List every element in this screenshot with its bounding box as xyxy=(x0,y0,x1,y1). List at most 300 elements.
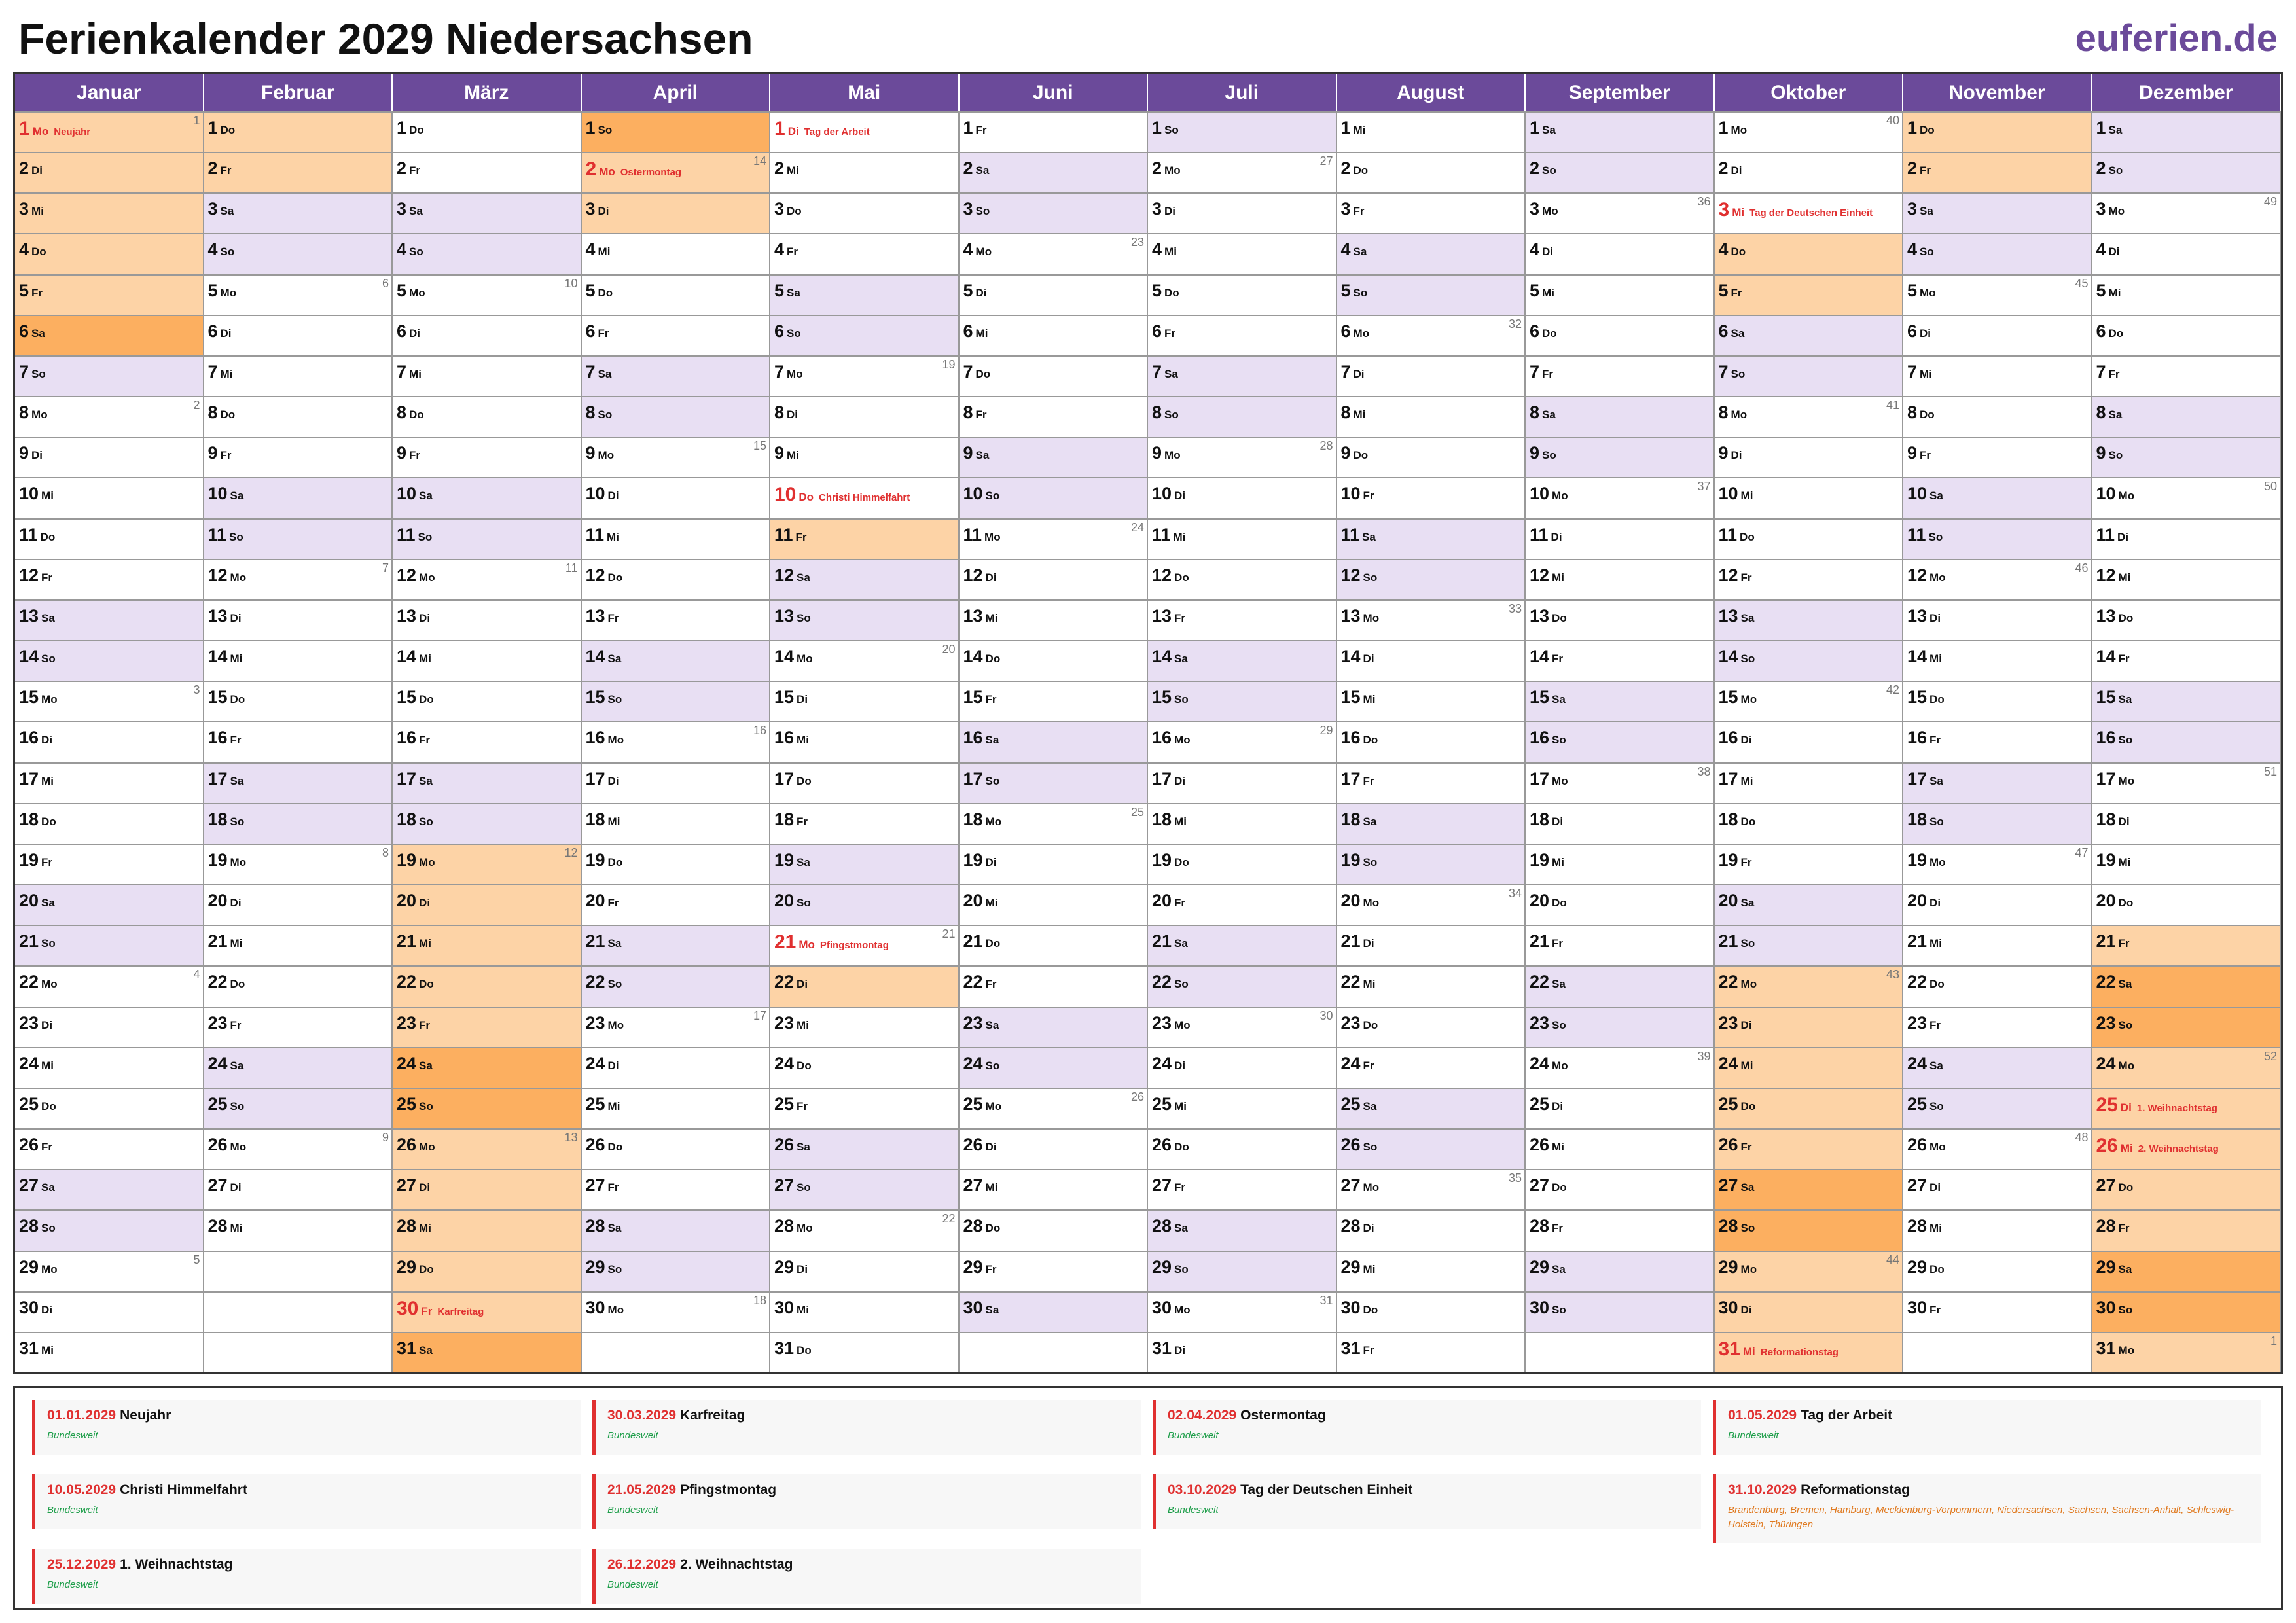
day-number: 23 Mo xyxy=(1152,1012,1191,1033)
day-number: 5 So xyxy=(1340,280,1368,300)
weekday-label: So xyxy=(797,897,811,910)
day-number: 8 So xyxy=(1152,402,1179,423)
day-number: 15 Di xyxy=(774,687,808,707)
legend-date: 26.12.2029 xyxy=(607,1557,677,1572)
day-cell xyxy=(1526,233,1715,274)
day-cell xyxy=(393,599,582,641)
day-number: 13 Sa xyxy=(1718,605,1755,626)
day-number: 21 So xyxy=(1718,931,1755,952)
day-number: 26 Do xyxy=(1152,1135,1189,1155)
day-cell xyxy=(1526,1251,1715,1292)
day-number: 1 Do xyxy=(207,118,236,137)
weekday-label: Di xyxy=(1929,1181,1941,1194)
day-cell xyxy=(582,518,771,560)
weekday-label: Mo xyxy=(41,693,58,706)
day-number: 2 Mo xyxy=(1152,158,1181,179)
weekday-label: Mo xyxy=(41,1262,58,1275)
day-cell xyxy=(770,396,960,437)
weekday-label: Do xyxy=(787,205,802,218)
weekday-label: Mo xyxy=(1731,408,1748,421)
day-number: 16 Sa xyxy=(963,728,999,748)
day-number: 6 Di xyxy=(397,321,421,341)
day-cell xyxy=(960,1169,1149,1210)
day-cell xyxy=(204,844,393,885)
weekday-label: Fr xyxy=(1552,1222,1564,1235)
day-cell xyxy=(582,1251,771,1292)
weekday-label: So xyxy=(1542,164,1556,177)
day-number: 25 Mi xyxy=(1152,1094,1187,1114)
weekday-label: Do xyxy=(1552,1181,1567,1194)
day-cell xyxy=(1526,925,1715,966)
day-number: 26 Mi xyxy=(1530,1135,1564,1155)
day-cell xyxy=(1715,762,1904,804)
weekday-label: So xyxy=(1363,855,1378,868)
weekday-label: So xyxy=(607,1262,622,1275)
weekday-label: Sa xyxy=(1542,408,1556,421)
day-number: 24 Do xyxy=(774,1053,812,1073)
weekday-label: Sa xyxy=(409,205,423,218)
day-cell xyxy=(15,396,204,437)
weekday-label: Mo xyxy=(2118,490,2135,503)
legend-item xyxy=(592,1400,1141,1455)
day-number: 15 Mi xyxy=(1340,687,1376,707)
day-cell xyxy=(770,111,960,152)
day-number: 18 Di xyxy=(1530,809,1564,829)
day-number: 28 Mi xyxy=(1907,1216,1942,1236)
day-number: 4 So xyxy=(1907,240,1934,260)
weekday-label: Mo xyxy=(599,166,615,179)
week-number: 23 xyxy=(1130,236,1144,249)
day-cell xyxy=(2092,1007,2282,1048)
day-cell xyxy=(960,925,1149,966)
day-cell xyxy=(204,111,393,152)
legend-region: Bundesweit xyxy=(1728,1430,1779,1441)
legend-region: Bundesweit xyxy=(1168,1505,1219,1516)
day-number: 9 So xyxy=(1530,443,1556,463)
weekday-label: Mi xyxy=(41,490,54,503)
weekday-label: Do xyxy=(419,978,434,991)
day-number: 26 Mo xyxy=(397,1135,435,1155)
weekday-label: Sa xyxy=(607,652,622,666)
day-number: 24 Mi xyxy=(1718,1053,1753,1073)
day-number: 19 Mi xyxy=(2096,849,2131,870)
weekday-label: So xyxy=(1740,937,1755,950)
day-number: 8 Mi xyxy=(1340,402,1366,423)
day-cell xyxy=(960,437,1149,478)
day-cell xyxy=(1526,803,1715,844)
day-number: 4 Di xyxy=(2096,240,2120,260)
day-cell xyxy=(2092,599,2282,641)
day-cell xyxy=(15,1291,204,1332)
day-number: 12 Di xyxy=(963,565,997,585)
day-number: 21 Sa xyxy=(585,931,622,952)
weekday-label: Mo xyxy=(797,652,813,666)
weekday-label: Mo xyxy=(419,855,435,868)
weekday-label: Mi xyxy=(1732,206,1745,219)
day-number: 25 So xyxy=(397,1094,433,1114)
day-cell xyxy=(1337,965,1526,1007)
week-number: 42 xyxy=(1886,683,1899,697)
weekday-label: Fr xyxy=(419,734,431,747)
weekday-label: So xyxy=(230,815,245,828)
day-number: 16 Mi xyxy=(774,728,809,748)
weekday-label: So xyxy=(1920,245,1934,259)
weekday-label: Fr xyxy=(1920,164,1931,177)
day-number: 7 So xyxy=(1718,361,1746,382)
weekday-label: Di xyxy=(607,490,619,503)
day-cell xyxy=(770,1251,960,1292)
day-number: 17 Mi xyxy=(1718,768,1753,789)
weekday-label: So xyxy=(31,367,46,380)
day-number: 22 Sa xyxy=(2096,972,2132,992)
day-cell xyxy=(960,274,1149,315)
weekday-label: Do xyxy=(31,245,46,259)
weekday-label: Do xyxy=(1740,1099,1756,1113)
weekday-label: Di xyxy=(1731,164,1742,177)
day-number: 15 Fr xyxy=(963,687,997,707)
day-number: 30 Sa xyxy=(963,1297,999,1317)
day-cell xyxy=(15,315,204,356)
day-number: 25 Mi xyxy=(585,1094,620,1114)
day-number: 17 So xyxy=(963,768,1000,789)
day-cell xyxy=(1526,1209,1715,1251)
day-cell xyxy=(393,315,582,356)
day-number: 20 Mi xyxy=(963,891,998,911)
day-cell xyxy=(1337,152,1526,193)
day-cell xyxy=(770,559,960,600)
day-cell xyxy=(1337,1169,1526,1210)
day-number: 6 Fr xyxy=(585,321,609,341)
weekday-label: Sa xyxy=(1929,1059,1943,1072)
day-cell xyxy=(393,437,582,478)
weekday-label: Mi xyxy=(598,245,611,259)
weekday-label: Fr xyxy=(421,1304,433,1317)
day-cell xyxy=(393,1332,582,1373)
weekday-label: Mi xyxy=(230,937,243,950)
day-number: 19 Do xyxy=(1152,849,1189,870)
day-cell xyxy=(770,640,960,681)
day-cell xyxy=(1337,1047,1526,1088)
weekday-label: Fr xyxy=(1174,897,1186,910)
day-number: 29 Mi xyxy=(1340,1257,1376,1277)
day-cell xyxy=(204,925,393,966)
weekday-label: So xyxy=(1552,1303,1566,1316)
weekday-label: Sa xyxy=(1363,1099,1377,1113)
day-number: 24 Di xyxy=(585,1053,619,1073)
day-number: 8 Do xyxy=(1907,402,1935,423)
day-cell xyxy=(1148,396,1337,437)
day-cell xyxy=(1148,1128,1337,1169)
day-number: 22 Mi xyxy=(1340,972,1376,992)
legend-title xyxy=(1168,1408,1689,1423)
weekday-label: Mi xyxy=(797,1018,809,1031)
day-cell xyxy=(582,1291,771,1332)
weekday-label: So xyxy=(607,978,622,991)
day-cell xyxy=(204,1169,393,1210)
weekday-label: Mo xyxy=(31,408,48,421)
day-number: 26 Mi 2. Weihnachtstag xyxy=(2096,1135,2219,1157)
day-number: 2 Fr xyxy=(1907,158,1931,179)
week-number: 3 xyxy=(193,683,200,697)
weekday-label: Fr xyxy=(1552,937,1564,950)
day-cell xyxy=(393,396,582,437)
weekday-label: Do xyxy=(797,1059,812,1072)
weekday-label: Di xyxy=(985,571,997,584)
weekday-label: Di xyxy=(1164,205,1176,218)
legend-date: 10.05.2029 xyxy=(47,1482,117,1497)
day-cell xyxy=(393,803,582,844)
weekday-label: Sa xyxy=(797,1141,810,1154)
weekday-label: Do xyxy=(985,1222,1001,1235)
weekday-label: Mi xyxy=(985,897,998,910)
day-number: 20 Fr xyxy=(585,891,619,911)
weekday-label: Mi xyxy=(1174,1099,1187,1113)
day-cell xyxy=(2092,355,2282,397)
weekday-label: Sa xyxy=(1740,611,1755,624)
weekday-label: Do xyxy=(985,937,1001,950)
weekday-label: Fr xyxy=(41,571,53,584)
weekday-label: Di xyxy=(419,1181,431,1194)
week-number: 22 xyxy=(942,1212,956,1226)
week-number: 33 xyxy=(1508,601,1522,615)
day-number: 13 So xyxy=(774,605,811,626)
day-cell xyxy=(770,518,960,560)
day-cell xyxy=(770,1088,960,1129)
day-cell xyxy=(1903,1047,2092,1088)
week-number: 15 xyxy=(753,439,766,453)
weekday-label: Di xyxy=(1731,449,1742,462)
day-cell xyxy=(2092,1088,2282,1129)
day-cell xyxy=(1526,1169,1715,1210)
day-number: 16 Fr xyxy=(1907,728,1941,748)
day-cell xyxy=(1526,274,1715,315)
week-number: 44 xyxy=(1886,1253,1899,1266)
day-cell xyxy=(204,559,393,600)
day-number: 2 Di xyxy=(19,158,43,179)
day-cell xyxy=(393,192,582,234)
day-cell xyxy=(582,640,771,681)
day-number: 14 Fr xyxy=(2096,647,2130,667)
day-cell xyxy=(770,884,960,925)
day-number: 19 Mi xyxy=(1530,849,1564,870)
weekday-label: Fr xyxy=(797,1099,808,1113)
weekday-label: Sa xyxy=(1363,815,1377,828)
weekday-label: Mi xyxy=(230,652,243,666)
weekday-label: Mi xyxy=(41,1344,54,1357)
day-number: 20 Di xyxy=(397,891,431,911)
day-number: 29 Di xyxy=(774,1257,808,1277)
day-number: 7 Do xyxy=(963,361,991,382)
weekday-label: Fr xyxy=(795,530,807,543)
day-cell xyxy=(204,599,393,641)
day-number: 30 Mo xyxy=(1152,1297,1191,1317)
weekday-label: So xyxy=(598,408,613,421)
weekday-label: Fr xyxy=(2118,1222,2130,1235)
legend-title xyxy=(607,1557,1129,1573)
day-number: 25 Di 1. Weihnachtstag xyxy=(2096,1094,2217,1116)
day-number: 19 Do xyxy=(585,849,623,870)
day-cell xyxy=(960,152,1149,193)
day-number: 14 Mi xyxy=(207,647,243,667)
day-number: 17 Mo xyxy=(1530,768,1568,789)
day-cell xyxy=(1337,1251,1526,1292)
day-cell xyxy=(2092,1047,2282,1088)
weekday-label: Fr xyxy=(1174,611,1186,624)
weekday-label: Mo xyxy=(230,1141,247,1154)
day-cell xyxy=(15,233,204,274)
day-number: 5 Fr xyxy=(19,280,43,300)
weekday-label: Di xyxy=(607,1059,619,1072)
day-number: 6 Di xyxy=(207,321,232,341)
month-column-1 xyxy=(204,74,393,1372)
page-title: Ferienkalender 2029 Niedersachsen xyxy=(18,14,753,63)
day-cell xyxy=(1337,599,1526,641)
month-column-4 xyxy=(770,74,960,1372)
day-number: 12 Fr xyxy=(1718,565,1752,585)
day-number: 8 Mo xyxy=(19,402,48,423)
holiday-name: Tag der Deutschen Einheit xyxy=(1749,207,1873,219)
weekday-label: Sa xyxy=(2108,408,2123,421)
day-cell xyxy=(1526,437,1715,478)
weekday-label: Fr xyxy=(1740,1141,1752,1154)
day-number: 21 Fr xyxy=(2096,931,2130,952)
day-number: 27 Di xyxy=(1907,1175,1941,1196)
site-logo[interactable]: euferien.de xyxy=(2075,17,2278,60)
week-number: 10 xyxy=(564,276,578,290)
weekday-label: So xyxy=(1542,449,1556,462)
week-number: 39 xyxy=(1697,1049,1711,1063)
day-cell xyxy=(1148,192,1337,234)
day-number: 1 Sa xyxy=(1530,118,1556,137)
weekday-label: So xyxy=(1740,652,1755,666)
day-number: 12 Do xyxy=(585,565,623,585)
weekday-label: Do xyxy=(1363,734,1378,747)
day-cell xyxy=(1715,437,1904,478)
weekday-label: Mi xyxy=(607,530,619,543)
weekday-label: Mo xyxy=(787,367,803,380)
day-number: 6 Fr xyxy=(1152,321,1176,341)
day-number: 24 Mi xyxy=(19,1053,54,1073)
weekday-label: Fr xyxy=(409,449,421,462)
day-number: 27 So xyxy=(774,1175,811,1196)
weekday-label: Do xyxy=(41,815,56,828)
day-cell xyxy=(393,559,582,600)
weekday-label: Mi xyxy=(220,367,233,380)
day-cell xyxy=(15,477,204,518)
weekday-label: Sa xyxy=(31,327,45,340)
day-cell xyxy=(582,1209,771,1251)
week-number: 7 xyxy=(382,561,389,575)
day-cell xyxy=(2092,1291,2282,1332)
week-number: 8 xyxy=(382,846,389,859)
day-number: 12 Do xyxy=(1152,565,1189,585)
day-cell xyxy=(582,884,771,925)
day-number: 23 So xyxy=(1530,1012,1566,1033)
day-cell xyxy=(15,803,204,844)
day-cell xyxy=(1337,559,1526,600)
day-number: 28 Sa xyxy=(585,1216,622,1236)
day-number: 24 Sa xyxy=(397,1053,433,1073)
day-cell xyxy=(1715,518,1904,560)
weekday-label: Sa xyxy=(797,855,810,868)
legend-holiday-name: Tag der Deutschen Einheit xyxy=(1240,1482,1413,1497)
day-number: 10 Di xyxy=(585,484,619,504)
legend-title xyxy=(47,1408,569,1423)
weekday-label: Mo xyxy=(1731,124,1748,136)
day-number: 6 Mo xyxy=(1340,321,1370,341)
day-number: 4 Do xyxy=(1718,240,1746,260)
legend-title xyxy=(607,1482,1129,1498)
weekday-label: Di xyxy=(787,125,799,137)
day-cell xyxy=(1526,1047,1715,1088)
week-number: 41 xyxy=(1886,399,1899,412)
day-cell xyxy=(960,599,1149,641)
month-header: Januar xyxy=(15,74,204,111)
weekday-label: Do xyxy=(220,124,236,136)
weekday-label: Mo xyxy=(1740,1262,1757,1275)
day-number: 21 Mi xyxy=(1907,931,1942,952)
day-cell xyxy=(204,1088,393,1129)
weekday-label: Mi xyxy=(1363,1262,1376,1275)
weekday-label: Fr xyxy=(41,855,53,868)
day-number: 11 Mi xyxy=(585,524,619,544)
day-number: 22 Do xyxy=(1907,972,1945,992)
day-number: 3 Mi Tag der Deutschen Einheit xyxy=(1718,199,1873,221)
day-cell xyxy=(2092,762,2282,804)
day-cell xyxy=(15,1007,204,1048)
day-cell xyxy=(1148,233,1337,274)
legend-holiday-name: Neujahr xyxy=(120,1408,171,1423)
day-number: 3 Di xyxy=(585,199,609,219)
day-cell xyxy=(582,721,771,762)
week-number: 27 xyxy=(1319,154,1333,168)
day-cell xyxy=(1526,965,1715,1007)
day-number: 28 Fr xyxy=(2096,1216,2130,1236)
weekday-label: Sa xyxy=(230,490,244,503)
day-cell xyxy=(15,1209,204,1251)
weekday-label: Do xyxy=(598,286,613,299)
day-number: 25 Mo xyxy=(963,1094,1002,1114)
day-number: 5 Sa xyxy=(774,280,800,300)
weekday-label: Di xyxy=(1929,611,1941,624)
week-number: 29 xyxy=(1319,724,1333,738)
day-number: 29 Sa xyxy=(1530,1257,1566,1277)
day-cell xyxy=(1526,844,1715,885)
month-header: August xyxy=(1337,74,1526,111)
day-cell xyxy=(2092,396,2282,437)
month-column-7 xyxy=(1337,74,1526,1372)
day-cell xyxy=(1903,192,2092,234)
weekday-label: Mi xyxy=(607,1099,620,1113)
week-number: 40 xyxy=(1886,114,1899,127)
day-number: 28 Mi xyxy=(207,1216,243,1236)
day-cell xyxy=(770,1209,960,1251)
day-cell xyxy=(1715,681,1904,722)
day-cell xyxy=(1148,1088,1337,1129)
day-number: 26 Fr xyxy=(19,1135,53,1155)
day-cell xyxy=(1903,1209,2092,1251)
weekday-label: Do xyxy=(2118,1181,2134,1194)
weekday-label: Mo xyxy=(409,286,425,299)
day-cell xyxy=(393,965,582,1007)
week-number: 19 xyxy=(942,357,956,371)
day-number: 13 Fr xyxy=(585,605,619,626)
day-cell xyxy=(2092,925,2282,966)
day-number: 30 Fr xyxy=(1907,1297,1941,1317)
legend-item xyxy=(1153,1400,1701,1455)
day-cell xyxy=(1715,1007,1904,1048)
day-cell xyxy=(15,925,204,966)
